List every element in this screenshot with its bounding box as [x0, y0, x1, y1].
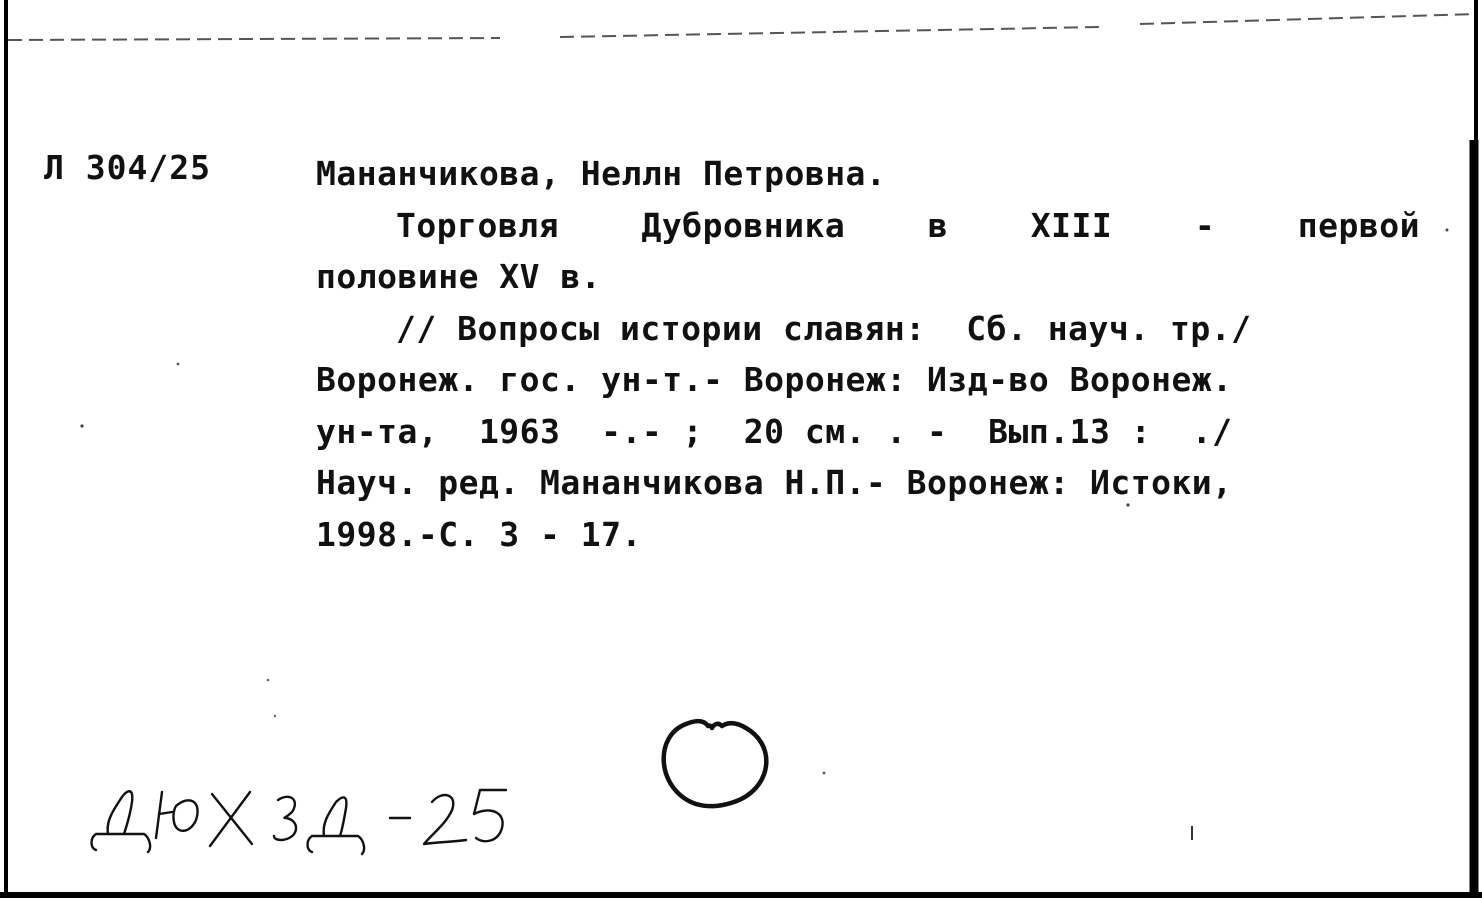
title-word: Торговля — [396, 205, 559, 245]
pages-line: 1998.-С. 3 - 17. — [316, 514, 642, 554]
title-word: XIII — [1030, 205, 1113, 245]
handwritten-note — [86, 772, 576, 868]
editor-line: Науч. ред. Мананчикова Н.П.- Воронеж: Истоки, — [316, 463, 1233, 502]
imprint-line: ун-та, 1963 -.- ; 20 см. . - Вып.13 : ./ — [316, 411, 1233, 451]
series-line: // Вопросы истории славян: Сб. науч. тр./ — [396, 308, 1252, 348]
title-continuation-line: половине XV в. — [316, 257, 602, 296]
publisher-line: Воронеж. гос. ун-т.- Воронеж: Изд-во Воронеж. — [316, 360, 1233, 399]
title-word: первой — [1297, 205, 1420, 245]
title-word: - — [1194, 205, 1216, 245]
title-word: Дубровника — [641, 205, 846, 245]
title-line — [316, 200, 1420, 252]
shelfmark: Л 304/25 — [44, 148, 211, 187]
author-line: Мананчикова, Неллн Петровна. — [316, 154, 887, 193]
title-word: в — [927, 205, 949, 245]
bibliographic-entry — [316, 148, 1420, 560]
hand-drawn-circle-mark — [656, 712, 774, 812]
